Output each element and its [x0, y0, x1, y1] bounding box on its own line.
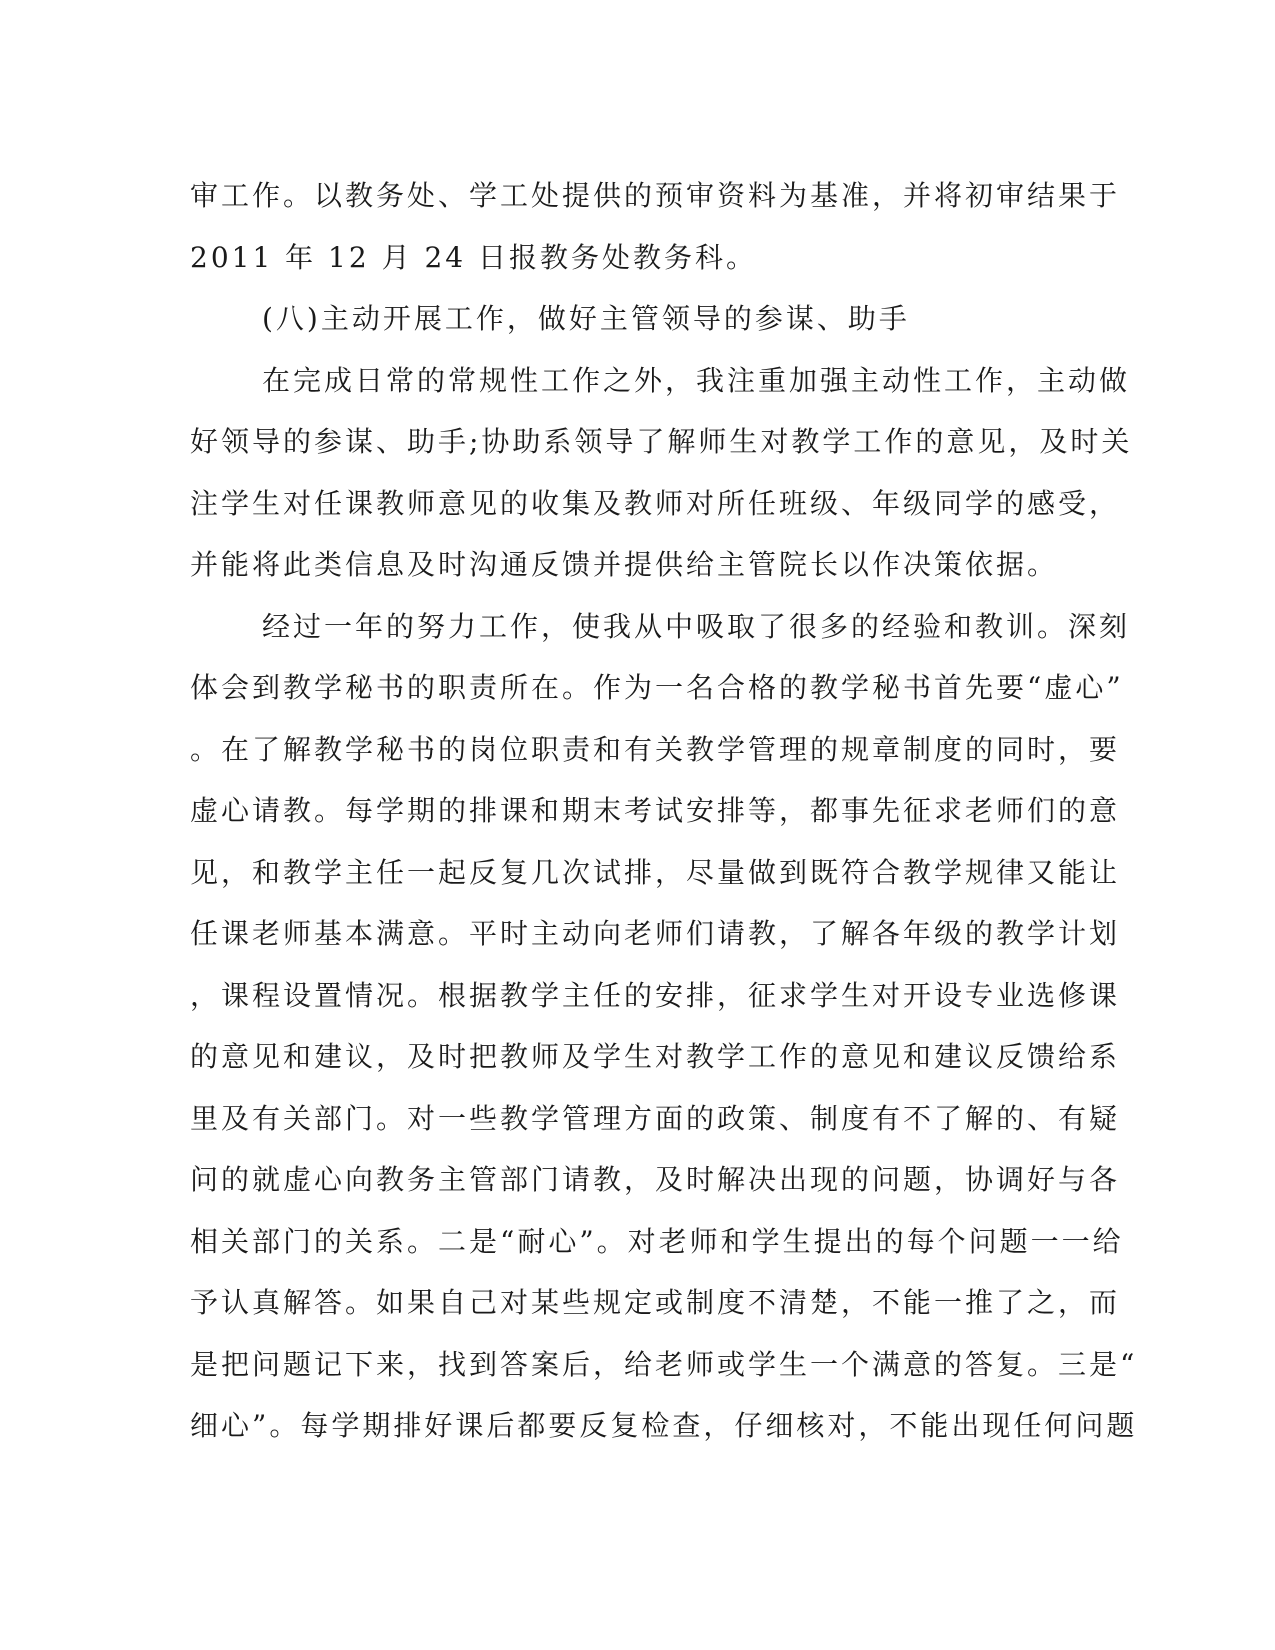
text-line: 。在了解教学秘书的岗位职责和有关教学管理的规章制度的同时，要 — [190, 732, 1121, 766]
text-line: 好领导的参谋、助手;协助系领导了解师生对教学工作的意见，及时关 — [190, 425, 1133, 458]
text-line: 2011 年 12 月 24 日报教务处教务科。 — [190, 240, 758, 274]
text-line: 相关部门的关系。二是“耐心”。对老师和学生提出的每个问题一一给 — [190, 1224, 1124, 1258]
text-line: 体会到教学秘书的职责所在。作为一名合格的教学秘书首先要“虚心” — [190, 671, 1124, 704]
text-line: ，课程设置情况。根据教学主任的安排，征求学生对开设专业选修课 — [190, 978, 1121, 1012]
text-line: 细心”。每学期排好课后都要反复检查，仔细核对，不能出现任何问题 — [190, 1409, 1138, 1442]
text-line: 虚心请教。每学期的排课和期末考试安排等，都事先征求老师们的意 — [190, 794, 1121, 827]
section-heading: (八)主动开展工作，做好主管领导的参谋、助手 — [262, 302, 910, 335]
text-line: 是把问题记下来，找到答案后，给老师或学生一个满意的答复。三是“ — [190, 1347, 1138, 1381]
text-line: 并能将此类信息及时沟通反馈并提供给主管院长以作决策依据。 — [190, 548, 1059, 581]
text-line: 注学生对任课教师意见的收集及教师对所任班级、年级同学的感受， — [190, 486, 1121, 520]
paragraph-start: 在完成日常的常规性工作之外，我注重加强主动性工作，主动做 — [262, 363, 1131, 397]
text-line: 予认真解答。如果自己对某些规定或制度不清楚，不能一推了之，而 — [190, 1286, 1121, 1319]
text-line: 里及有关部门。对一些教学管理方面的政策、制度有不了解的、有疑 — [190, 1101, 1121, 1135]
text-line: 审工作。以教务处、学工处提供的预审资料为基准，并将初审结果于 — [190, 179, 1121, 212]
text-line: 见，和教学主任一起反复几次试排，尽量做到既符合教学规律又能让 — [190, 855, 1121, 889]
text-line: 任课老师基本满意。平时主动向老师们请教，了解各年级的教学计划 — [190, 917, 1121, 950]
body-text — [190, 165, 1138, 1457]
text-line: 的意见和建议，及时把教师及学生对教学工作的意见和建议反馈给系 — [190, 1040, 1121, 1073]
text-line: 问的就虚心向教务主管部门请教，及时解决出现的问题，协调好与各 — [190, 1163, 1121, 1196]
paragraph-start: 经过一年的努力工作，使我从中吸取了很多的经验和教训。深刻 — [262, 609, 1131, 643]
